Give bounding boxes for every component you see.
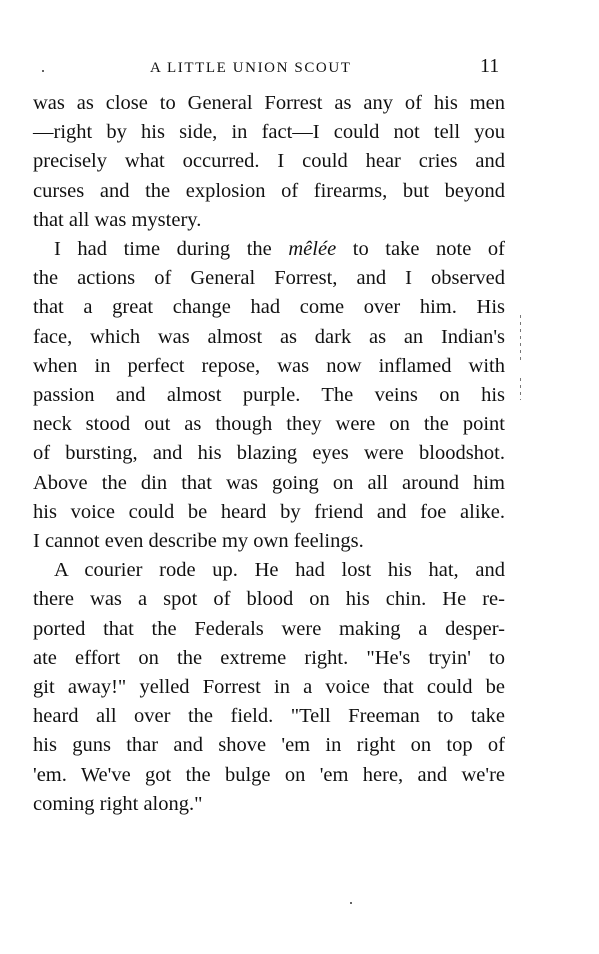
- text-line: of bursting, and his blazing eyes were bloodshot.: [33, 442, 505, 465]
- text-line: 'em. We've got the bulge on 'em here, and we're: [33, 763, 505, 786]
- text-line: there was a spot of blood on his chin. He re-: [33, 588, 505, 611]
- text-line: precisely what occurred. I could hear cries and: [33, 150, 505, 173]
- text-line: neck stood out as though they were on the point: [33, 413, 505, 436]
- page-body: [33, 89, 505, 819]
- text-line: that all was mystery.: [33, 208, 202, 231]
- text-line: I cannot even describe my own feelings.: [33, 530, 364, 553]
- text-line: was as close to General Forrest as any of his men: [33, 92, 505, 114]
- italic-word: mêlée: [288, 238, 337, 261]
- margin-mark: [520, 378, 521, 400]
- text-line: curses and the explosion of firearms, but beyond: [33, 179, 505, 202]
- paragraph: [33, 556, 505, 819]
- text-line: the actions of General Forrest, and I observed: [33, 267, 505, 290]
- page-number: 11: [480, 55, 500, 77]
- text-line: when in perfect repose, was now inflamed with: [33, 354, 505, 377]
- text-line: face, which was almost as dark as an Indian's: [33, 325, 505, 348]
- paragraph: [33, 89, 505, 235]
- text-line: passion and almost purple. The veins on his: [33, 384, 505, 407]
- text-line: A courier rode up. He had lost his hat, and: [54, 559, 505, 582]
- paragraph: [33, 235, 505, 556]
- text-line: git away!" yelled Forrest in a voice that could be: [33, 676, 505, 699]
- margin-mark: [520, 315, 521, 360]
- text-line: that a great change had come over him. His: [33, 296, 505, 319]
- text-line: ported that the Federals were making a desper-: [33, 617, 505, 640]
- text-line: —right by his side, in fact—I could not tell you: [33, 121, 505, 144]
- text-line: his guns thar and shove 'em in right on top of: [33, 734, 505, 757]
- running-head: A LITTLE UNION SCOUT: [150, 60, 352, 76]
- text-line: I had time during the mêlée to take note of: [54, 238, 505, 261]
- page-header: [0, 52, 599, 82]
- text-line: heard all over the field. "Tell Freeman to take: [33, 705, 505, 728]
- text-line: Above the din that was going on all around him: [33, 471, 505, 494]
- text-line: coming right along.": [33, 792, 203, 815]
- text-line: ate effort on the extreme right. "He's tryin' to: [33, 646, 505, 669]
- print-speck: [42, 70, 44, 72]
- text-line: his voice could be heard by friend and foe alike.: [33, 500, 505, 523]
- print-speck: [350, 902, 352, 904]
